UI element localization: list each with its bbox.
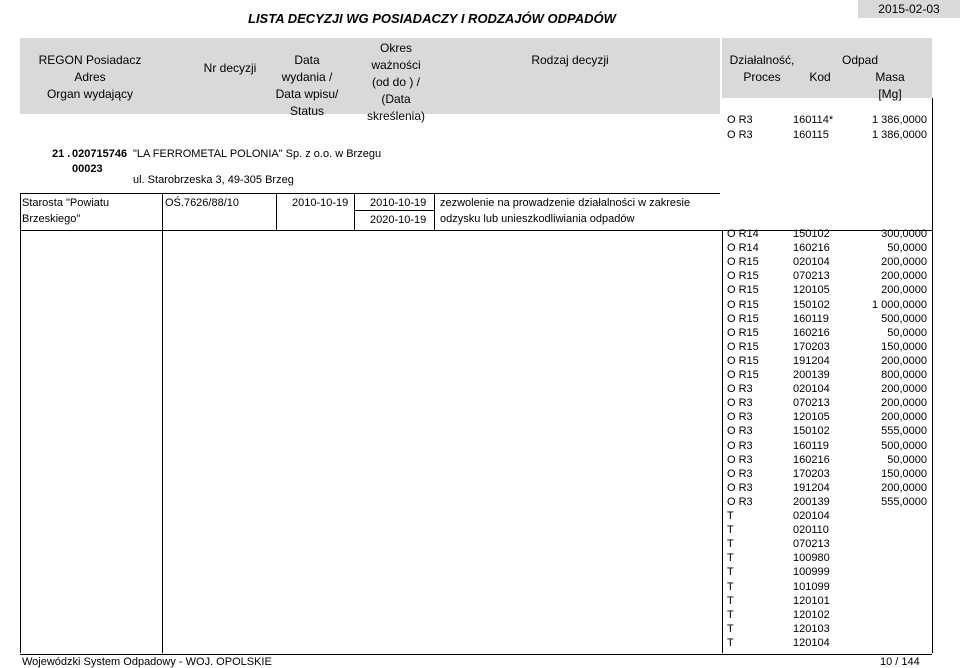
- waste-code: 120103: [793, 622, 830, 635]
- operation-process: T: [727, 608, 734, 621]
- waste-mass: 200,0000: [881, 270, 927, 283]
- operation-process: O R3: [727, 453, 753, 466]
- waste-code: 100999: [793, 566, 830, 579]
- waste-mass: 500,0000: [881, 439, 927, 452]
- operation-process: O R3: [727, 481, 753, 494]
- col-header-regon: REGON Posiadacz Adres Organ wydający: [38, 53, 142, 101]
- operation-process: T: [727, 552, 734, 565]
- waste-code: 191204: [793, 354, 830, 367]
- col-divider-1: [162, 193, 163, 653]
- holder-divider: [20, 193, 720, 194]
- waste-code: 191204: [793, 481, 830, 494]
- waste-code: 120101: [793, 594, 830, 607]
- operation-row: [727, 114, 927, 128]
- waste-code: 160216: [793, 326, 830, 339]
- waste-mass: 150,0000: [881, 340, 927, 353]
- operation-row: [727, 129, 927, 143]
- decision-divider: [354, 210, 434, 211]
- operation-process: T: [727, 510, 734, 522]
- holder-name: "LA FERROMETAL POLONIA" Sp. z o.o. w Brzegu: [133, 148, 382, 160]
- waste-code: 020104: [793, 510, 830, 522]
- waste-code: 020110: [793, 524, 829, 537]
- operation-row: [727, 468, 927, 482]
- operation-row: [727, 425, 927, 439]
- operation-row: [727, 355, 927, 369]
- operation-process: O R3: [727, 425, 753, 438]
- waste-mass: 200,0000: [881, 397, 927, 410]
- operation-process: O R3: [727, 128, 753, 141]
- waste-code: 101099: [793, 580, 830, 593]
- operation-process: O R3: [727, 114, 753, 126]
- col-header-waste-code: Kod: [809, 70, 831, 84]
- waste-code: 160216: [793, 242, 830, 255]
- waste-code: 150102: [793, 298, 830, 311]
- waste-code: 150102: [793, 425, 830, 438]
- operation-row: [727, 595, 927, 609]
- waste-mass: 555,0000: [881, 425, 927, 438]
- operation-row: [727, 284, 927, 298]
- operation-process: T: [727, 538, 734, 551]
- waste-mass: 1 000,0000: [871, 298, 927, 311]
- operation-process: T: [727, 566, 734, 579]
- page-right-edge: [932, 98, 933, 653]
- operation-row: [727, 228, 927, 242]
- waste-code: 120105: [793, 284, 830, 297]
- waste-code: 170203: [793, 467, 830, 480]
- operation-row: [727, 538, 927, 552]
- holder-address: ul. Starobrzeska 3, 49-305 Brzeg: [133, 174, 294, 186]
- operation-process: O R3: [727, 411, 753, 424]
- decision-valid-from: 2010-10-19: [370, 197, 427, 209]
- waste-code: 020104: [793, 383, 830, 396]
- waste-mass: 1 386,0000: [871, 128, 927, 141]
- waste-code: 170203: [793, 340, 830, 353]
- col-divider-4: [434, 193, 435, 231]
- col-header-mass: Masa [Mg]: [875, 70, 905, 101]
- operation-row: [727, 327, 927, 341]
- holder-regon: 020715746: [72, 148, 128, 160]
- waste-mass: 200,0000: [881, 354, 927, 367]
- waste-code: 100980: [793, 552, 830, 565]
- operations-list: [727, 228, 927, 653]
- waste-code: 070213: [793, 538, 830, 551]
- operation-process: T: [727, 524, 734, 537]
- col-header-dates: Data wydania / Data wpisu/ Status: [275, 53, 339, 118]
- operation-row: [727, 383, 927, 397]
- operation-process: T: [727, 622, 734, 635]
- operation-process: O R15: [727, 256, 759, 269]
- waste-mass: 800,0000: [881, 369, 927, 381]
- operation-process: O R15: [727, 298, 759, 311]
- col-header-decision-type: Rodzaj decyzji: [531, 53, 609, 67]
- authority-line-2: Brzeskiego": [22, 213, 81, 225]
- operation-row: [727, 242, 927, 256]
- waste-code: 120102: [793, 608, 830, 621]
- operation-process: O R3: [727, 383, 753, 396]
- holder-number: 21 .: [52, 148, 71, 160]
- operation-process: O R15: [727, 369, 759, 381]
- col-header-activity: Działalność, Proces: [729, 53, 795, 84]
- col-divider-right: [722, 230, 723, 653]
- waste-code: 200139: [793, 495, 830, 508]
- waste-code: 070213: [793, 270, 830, 283]
- operation-process: O R14: [727, 242, 759, 255]
- operation-row: [727, 524, 927, 538]
- operation-row: [727, 411, 927, 425]
- operation-row: [727, 482, 927, 496]
- waste-mass: 555,0000: [881, 495, 927, 508]
- col-header-waste: Odpad: [841, 53, 879, 67]
- report-date: 2015-02-03: [858, 0, 960, 18]
- waste-code: 160114*: [793, 114, 834, 126]
- waste-mass: 200,0000: [881, 284, 927, 297]
- operation-process: O R15: [727, 270, 759, 283]
- decision-issued: 2010-10-19: [292, 197, 349, 209]
- footer-page: 10 / 144: [880, 656, 920, 668]
- operation-process: O R3: [727, 495, 753, 508]
- operation-row: [727, 454, 927, 468]
- waste-code: 160216: [793, 453, 830, 466]
- footer-divider: [20, 654, 932, 655]
- waste-code: 160119: [793, 439, 829, 452]
- waste-mass: 500,0000: [881, 312, 927, 325]
- operation-row: [727, 581, 927, 595]
- operation-row: [727, 313, 927, 327]
- operation-row: [727, 609, 927, 623]
- waste-code: 200139: [793, 369, 830, 381]
- holder-regon-suffix: 00023: [72, 163, 103, 175]
- operation-row: [727, 270, 927, 284]
- waste-code: 120105: [793, 411, 830, 424]
- waste-code: 120104: [793, 636, 830, 649]
- waste-mass: 200,0000: [881, 411, 927, 424]
- operation-process: O R3: [727, 467, 753, 480]
- waste-mass: 1 386,0000: [871, 114, 927, 126]
- operation-process: O R15: [727, 326, 759, 339]
- operation-row: [727, 496, 927, 510]
- col-header-decision-no: Nr decyzji: [203, 61, 257, 75]
- operation-row: [727, 299, 927, 313]
- operation-row: [727, 369, 927, 383]
- operation-row: [727, 510, 927, 524]
- top-operations: [727, 114, 927, 144]
- operation-process: O R14: [727, 228, 759, 240]
- waste-code: 020104: [793, 256, 830, 269]
- page-left-edge: [20, 193, 21, 653]
- operation-process: O R15: [727, 354, 759, 367]
- waste-mass: 200,0000: [881, 481, 927, 494]
- decision-type-2: odzysku lub unieszkodliwiania odpadów: [440, 213, 635, 225]
- footer-system: Wojewódzki System Odpadowy - WOJ. OPOLSKIE: [22, 656, 272, 668]
- waste-mass: 50,0000: [887, 326, 927, 339]
- waste-code: 160119: [793, 312, 829, 325]
- operation-process: O R15: [727, 284, 759, 297]
- operation-row: [727, 440, 927, 454]
- operation-process: O R3: [727, 397, 753, 410]
- report-title: LISTA DECYZJI WG POSIADACZY I RODZAJÓW ODPADÓW: [248, 11, 616, 26]
- authority-line-1: Starosta "Powiatu: [22, 197, 110, 209]
- operation-row: [727, 566, 927, 580]
- operation-process: T: [727, 580, 734, 593]
- waste-mass: 50,0000: [887, 242, 927, 255]
- decision-number: OŚ.7626/88/10: [165, 197, 240, 209]
- operation-row: [727, 552, 927, 566]
- operation-row: [727, 256, 927, 270]
- operation-process: O R15: [727, 340, 759, 353]
- col-header-validity: Okres ważności (od do ) / (Data skreślenia): [366, 41, 426, 123]
- operation-row: [727, 623, 927, 637]
- operation-row: [727, 637, 927, 651]
- waste-code: 150102: [793, 228, 830, 240]
- waste-code: 070213: [793, 397, 830, 410]
- col-divider-2: [276, 193, 277, 231]
- waste-mass: 200,0000: [881, 256, 927, 269]
- operation-row: [727, 397, 927, 411]
- waste-mass: 300,0000: [881, 228, 927, 240]
- waste-code: 160115: [793, 128, 829, 141]
- col-divider-3: [354, 193, 355, 231]
- decision-type-1: zezwolenie na prowadzenie działalności w zakresie: [440, 197, 691, 209]
- waste-mass: 50,0000: [887, 453, 927, 466]
- operation-process: T: [727, 636, 734, 649]
- decision-valid-to: 2020-10-19: [370, 214, 427, 226]
- operation-process: O R15: [727, 312, 759, 325]
- waste-mass: 150,0000: [881, 467, 927, 480]
- waste-mass: 200,0000: [881, 383, 927, 396]
- operation-row: [727, 341, 927, 355]
- operation-process: O R3: [727, 439, 753, 452]
- operation-process: T: [727, 594, 734, 607]
